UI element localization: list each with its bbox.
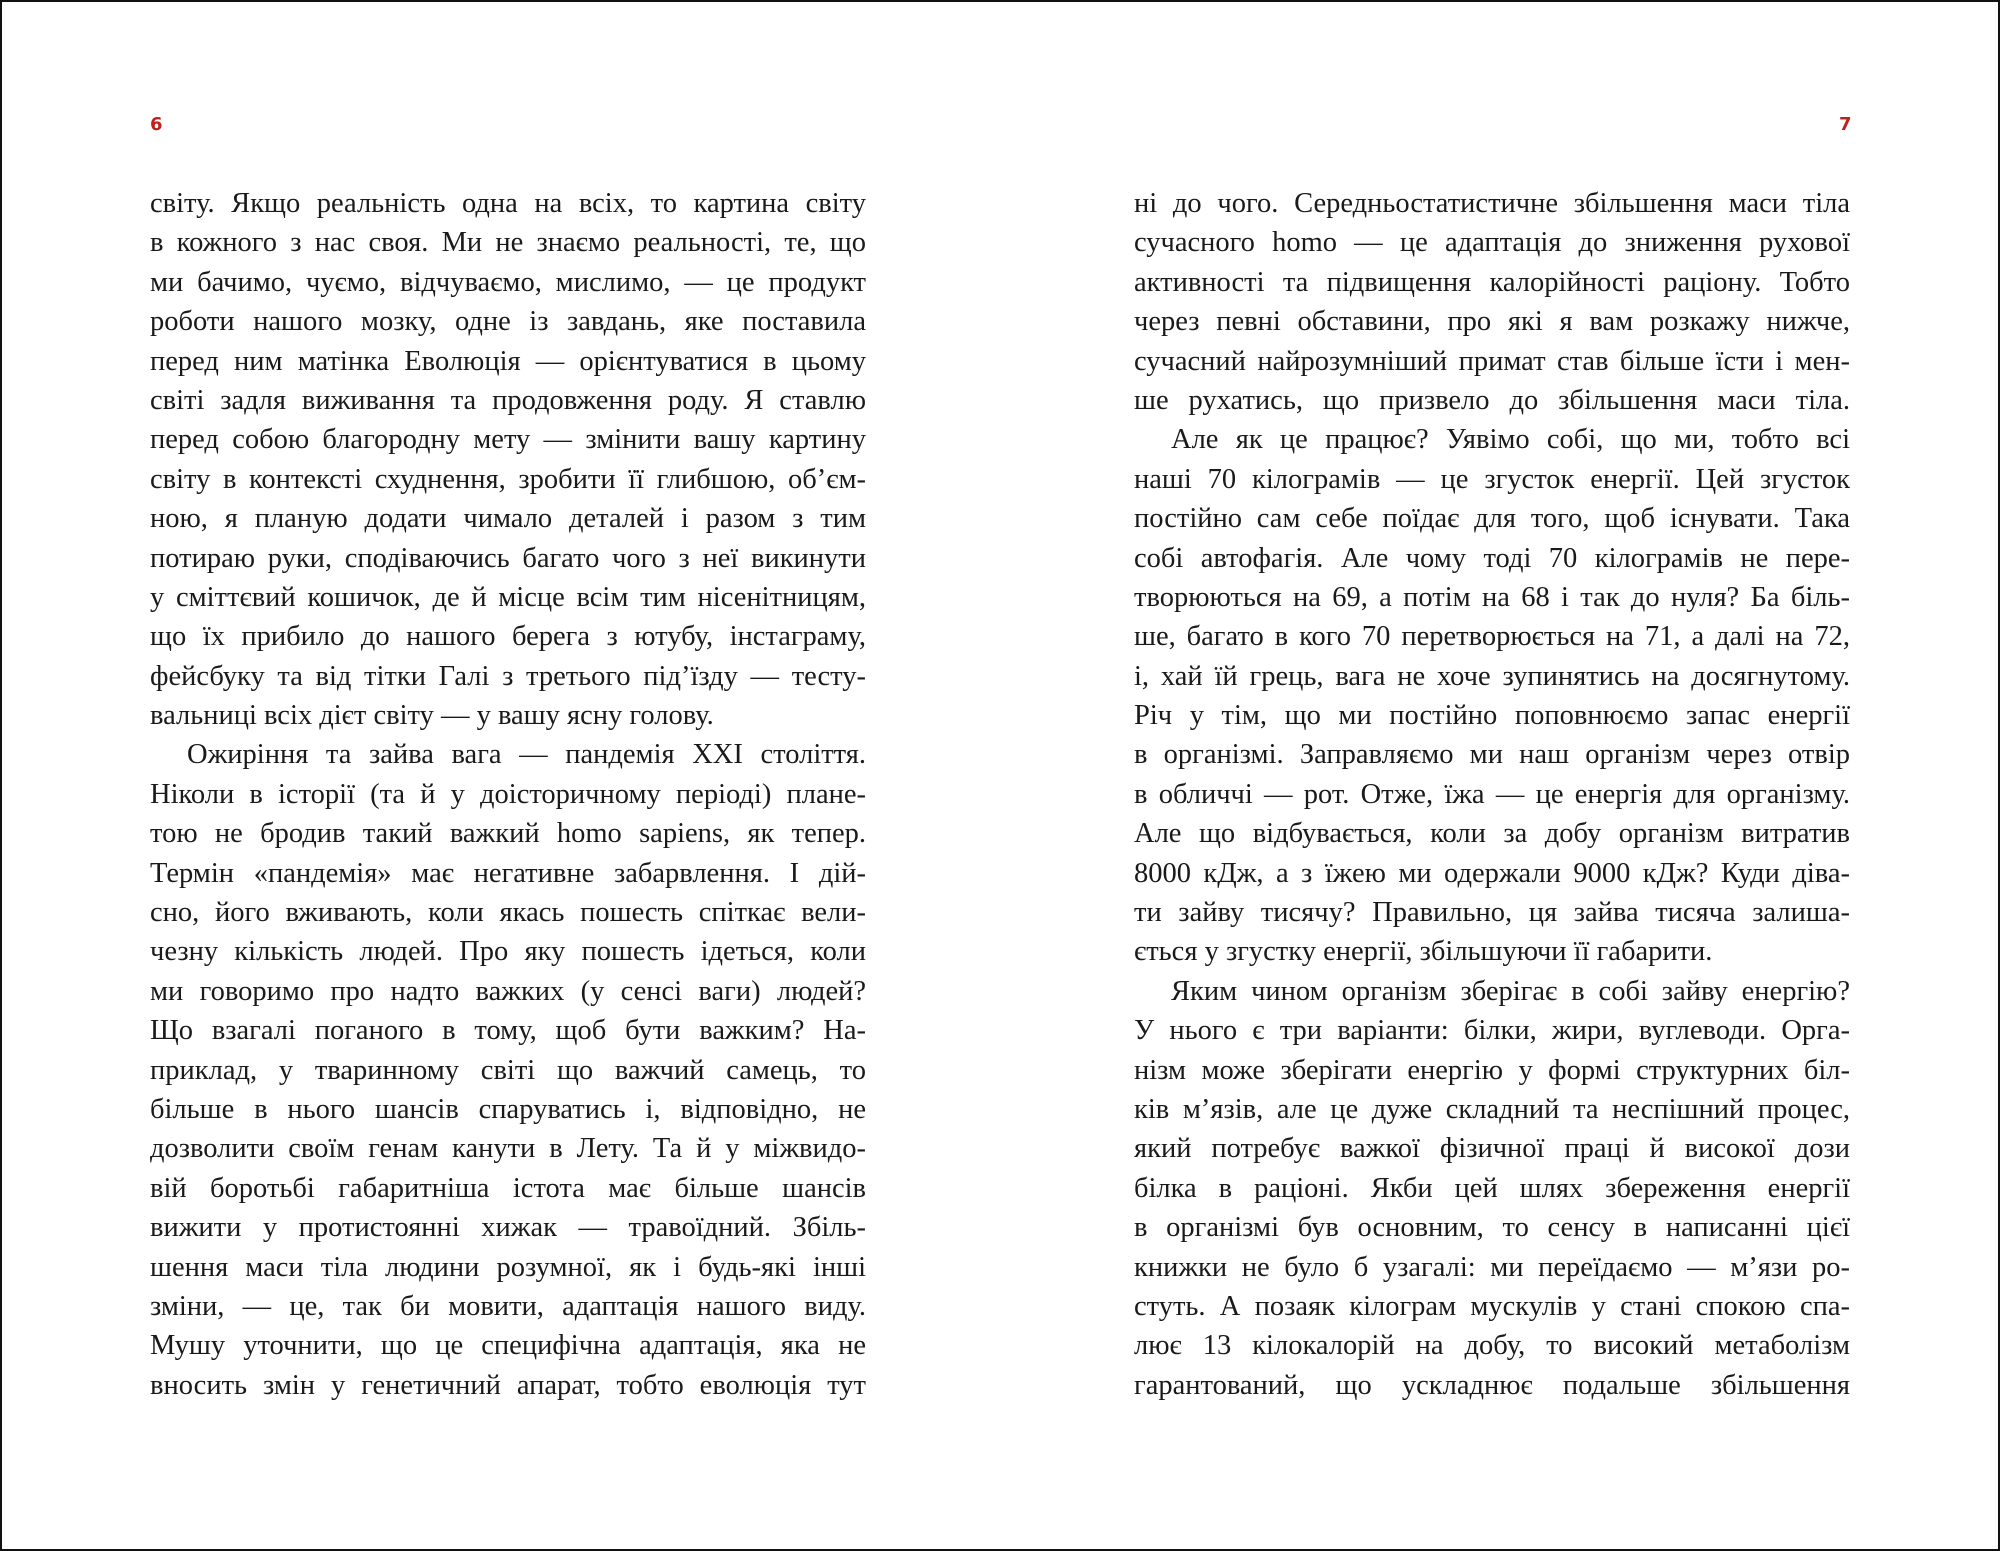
text-line: зміни, — це, так би мовити, адаптація нашого виду. (150, 1290, 866, 1322)
text-line: наші 70 кілограмів — це згусток енергії. Цей згусток (1134, 463, 1850, 495)
text-line: ється у згустку енергії, збільшуючи її габарити. (1134, 936, 1713, 968)
text-line: що їх прибило до нашого берега з ютубу, інстаграму, (150, 621, 866, 653)
text-line: потираю руки, сподіваючись багато чого з неї викинути (150, 542, 866, 574)
text-line: ми говоримо про надто важких (у сенсі ваги) людей? (150, 975, 866, 1007)
text-line: У нього є три варіанти: білки, жири, вуглеводи. Орга- (1134, 1015, 1850, 1047)
text-line: творюються на 69, а потім на 68 і так до нуля? Ба біль- (1134, 581, 1850, 613)
text-line: постійно сам себе поїдає для того, щоб існувати. Така (1134, 503, 1850, 535)
text-line: гарантований, що ускладнює подальше збільшення (1134, 1369, 1850, 1401)
text-line: приклад, у тваринному світі що важчий самець, то (150, 1054, 866, 1086)
text-line: Але що відбувається, коли за добу організм витратив (1134, 818, 1850, 850)
text-line: активності та підвищення калорійності раціону. Тобто (1134, 266, 1850, 298)
text-line: і, хай їй грець, вага не хоче зупинятись на досягнутому. (1134, 660, 1850, 692)
text-line: роботи нашого мозку, одне із завдань, яке поставила (150, 306, 866, 338)
text-line: ні до чого. Середньостатистичне збільшення маси тіла (1134, 188, 1850, 219)
text-line: сучасний найрозумніший примат став більше їсти і мен- (1134, 345, 1850, 377)
text-line: перед собою благородну мету — змінити вашу картину (150, 424, 866, 456)
text-line: ше рухатись, що призвело до збільшення маси тіла. (1134, 384, 1850, 416)
left-page-text (150, 184, 866, 1405)
text-line: в організмі. Заправляємо ми наш організм через отвір (1134, 739, 1850, 771)
right-page-text (1134, 184, 1850, 1405)
text-line: у сміттєвий кошичок, де й місце всім тим нісенітницям, (150, 581, 866, 613)
text-line: Мушу уточнити, що це специфічна адаптація, яка не (150, 1330, 866, 1362)
text-line: світу. Якщо реальність одна на всіх, то картина світу (150, 188, 866, 219)
text-line: вій боротьбі габаритніша істота має більше шансів (150, 1172, 866, 1204)
text-line: в кожного з нас своя. Ми не знаємо реальності, те, що (150, 227, 866, 259)
text-line: шення маси тіла людини розумної, як і будь-які інші (150, 1251, 866, 1283)
text-line: більше в нього шансів спаруватись і, відповідно, не (150, 1093, 866, 1125)
text-line: 8000 кДж, а з їжею ми одержали 9000 кДж? Куди діва- (1134, 857, 1850, 889)
text-line: світу в контексті схуднення, зробити її глибшою, об’єм- (150, 463, 866, 495)
text-line: ків м’язів, але це дуже складний та неспішний процес, (1134, 1093, 1850, 1125)
text-line: в обличчі — рот. Отже, їжа — це енергія для організму. (1134, 778, 1850, 810)
text-line: через певні обставини, про які я вам розкажу нижче, (1134, 306, 1850, 338)
text-line: Річ у тім, що ми постійно поповнюємо запас енергії (1134, 700, 1850, 732)
text-line: ти зайву тисячу? Правильно, ця зайва тисяча залиша- (1134, 897, 1850, 929)
text-line: Ожиріння та зайва вага — пандемія XXI століття. (187, 739, 866, 771)
text-line: Яким чином організм зберігає в собі зайву енергію? (1171, 975, 1850, 1007)
page-number-right: 7 (1839, 114, 1852, 135)
text-line: ше, багато в кого 70 перетворюється на 71, а далі на 72, (1134, 621, 1850, 653)
text-line: Але як це працює? Уявімо собі, що ми, тобто всі (1171, 424, 1850, 456)
text-line: Ніколи в історії (та й у доісторичному періоді) плане- (150, 778, 866, 810)
page-number-left: 6 (150, 114, 163, 135)
text-line: Що взагалі поганого в тому, щоб бути важким? На- (150, 1015, 866, 1047)
text-line: собі автофагія. Але чому тоді 70 кілограмів не пере- (1134, 542, 1850, 574)
text-line: Термін «пандемія» має негативне забарвлення. І дій- (150, 857, 866, 889)
text-line: ною, я планую додати чимало деталей і разом з тим (150, 503, 866, 535)
text-line: тою не бродив такий важкий homo sapiens, як тепер. (150, 818, 866, 850)
text-line: перед ним матінка Еволюція — орієнтуватися в цьому (150, 345, 866, 377)
text-line: в організмі був основним, то сенсу в написанні цієї (1134, 1212, 1850, 1244)
text-line: сно, його вживають, коли якась пошесть спіткає вели- (150, 897, 866, 929)
text-line: чезну кількість людей. Про яку пошесть ідеться, коли (150, 936, 866, 968)
text-line: вносить змін у генетичний апарат, тобто еволюція тут (150, 1369, 866, 1401)
text-line: стуть. А позаяк кілограм мускулів у стані спокою спа- (1134, 1290, 1850, 1322)
text-line: вижити у протистоянні хижак — травоїдний. Збіль- (150, 1212, 866, 1244)
text-line: білка в раціоні. Якби цей шлях збереження енергії (1134, 1172, 1850, 1204)
text-line: нізм може зберігати енергію у формі структурних біл- (1134, 1054, 1850, 1086)
text-line: ми бачимо, чуємо, відчуваємо, мислимо, — це продукт (150, 266, 866, 298)
text-line: вальниці всіх дієт світу — у вашу ясну голову. (150, 700, 714, 732)
text-line: фейсбуку та від тітки Галі з третього під’їзду — тесту- (150, 660, 866, 692)
text-line: який потребує важкої фізичної праці й високої дози (1134, 1133, 1850, 1165)
text-line: світі задля виживання та продовження роду. Я ставлю (150, 384, 866, 416)
text-line: лює 13 кілокалорій на добу, то високий метаболізм (1134, 1330, 1850, 1362)
text-line: сучасного homo — це адаптація до зниження рухової (1134, 227, 1850, 259)
text-line: книжки не було б узагалі: ми переїдаємо — м’язи ро- (1134, 1251, 1850, 1283)
text-line: дозволити своїм генам канути в Лету. Та й у міжвидо- (150, 1133, 866, 1165)
